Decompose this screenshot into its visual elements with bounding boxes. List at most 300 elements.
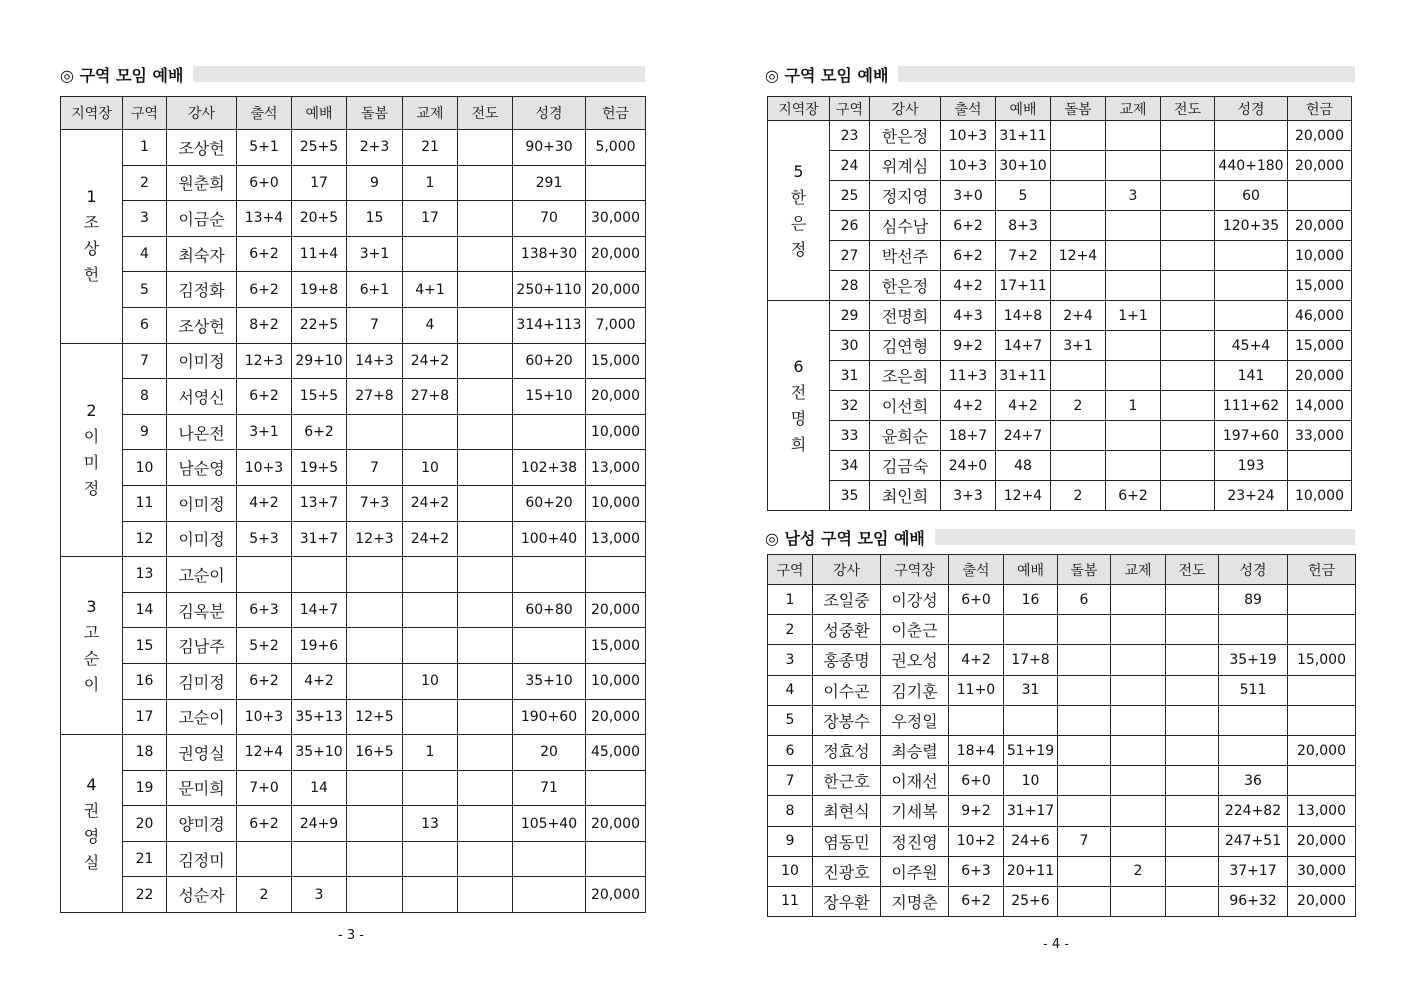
table-cell: 22+5 <box>292 307 347 343</box>
right-meeting-table <box>767 96 1352 511</box>
table-cell <box>1288 705 1356 735</box>
table-cell: 1 <box>123 130 167 166</box>
column-header: 성경 <box>1219 555 1288 585</box>
table-cell: 70 <box>513 201 586 237</box>
table-cell: 17 <box>403 201 458 237</box>
table-cell: 4+2 <box>941 271 996 301</box>
name-cell: 김기훈 <box>881 675 949 705</box>
table-cell: 4 <box>123 236 167 272</box>
table-cell <box>1051 361 1106 391</box>
table-cell: 6+2 <box>292 414 347 450</box>
teacher-cell: 이금순 <box>167 201 237 237</box>
table-cell: 7+2 <box>996 241 1051 271</box>
table-cell: 96+32 <box>1219 886 1288 916</box>
table-cell: 15,000 <box>586 628 646 664</box>
column-header: 예배 <box>1004 555 1058 585</box>
teacher-cell: 조은희 <box>870 361 941 391</box>
table-cell <box>586 165 646 201</box>
table-cell <box>1058 766 1111 796</box>
table-cell: 20,000 <box>1288 151 1352 181</box>
table-cell: 10,000 <box>586 414 646 450</box>
table-cell <box>1058 735 1111 765</box>
table-cell: 20,000 <box>586 806 646 842</box>
teacher-cell: 조상헌 <box>167 130 237 166</box>
table-cell: 5+1 <box>237 130 292 166</box>
table-cell: 2 <box>1051 481 1106 511</box>
name-cell: 기세복 <box>881 796 949 826</box>
table-cell: 10+3 <box>941 121 996 151</box>
table-cell <box>458 272 513 308</box>
table-cell: 1 <box>768 585 813 615</box>
table-cell <box>403 841 458 877</box>
table-cell: 100+40 <box>513 521 586 557</box>
table-cell: 314+113 <box>513 307 586 343</box>
right-section-title: ◎ 구역 모임 예배 <box>765 64 1355 84</box>
table-cell: 5 <box>768 705 813 735</box>
table-cell: 6+0 <box>949 766 1004 796</box>
table-cell <box>1111 615 1166 645</box>
table-cell: 21 <box>403 130 458 166</box>
teacher-cell: 김미정 <box>167 663 237 699</box>
table-cell <box>1058 796 1111 826</box>
teacher-cell: 성순자 <box>167 877 237 913</box>
column-header: 돌봄 <box>1051 97 1106 121</box>
table-cell: 31 <box>1004 675 1058 705</box>
table-cell: 6+2 <box>941 241 996 271</box>
title-bar <box>193 66 645 82</box>
teacher-cell: 이미정 <box>167 521 237 557</box>
table-cell: 15,000 <box>1288 645 1356 675</box>
table-cell: 12 <box>123 521 167 557</box>
table-row <box>768 361 1352 391</box>
table-cell: 440+180 <box>1215 151 1288 181</box>
table-row <box>61 201 646 237</box>
table-cell <box>458 201 513 237</box>
table-cell: 15 <box>347 201 403 237</box>
table-row <box>768 271 1352 301</box>
column-header: 헌금 <box>586 97 646 130</box>
table-cell <box>1111 585 1166 615</box>
table-cell <box>1161 151 1215 181</box>
table-cell <box>513 414 586 450</box>
table-cell <box>458 236 513 272</box>
table-cell: 141 <box>1215 361 1288 391</box>
table-cell <box>292 557 347 593</box>
table-row <box>768 675 1356 705</box>
name-cell: 최현식 <box>813 796 881 826</box>
table-cell: 20,000 <box>586 272 646 308</box>
table-cell: 13,000 <box>1288 796 1356 826</box>
table-cell: 6 <box>1058 585 1111 615</box>
table-cell <box>1288 585 1356 615</box>
table-cell: 9 <box>123 414 167 450</box>
table-cell: 15,000 <box>1288 271 1352 301</box>
table-cell: 3+0 <box>941 181 996 211</box>
teacher-cell: 박선주 <box>870 241 941 271</box>
table-cell <box>1004 615 1058 645</box>
table-cell <box>458 485 513 521</box>
table-cell: 3 <box>123 201 167 237</box>
table-cell: 90+30 <box>513 130 586 166</box>
teacher-cell: 권영실 <box>167 735 237 771</box>
table-cell: 7 <box>347 450 403 486</box>
table-cell: 2 <box>123 165 167 201</box>
teacher-cell: 김금숙 <box>870 451 941 481</box>
page-number-4: - 4 - <box>1043 937 1069 952</box>
table-row <box>768 796 1356 826</box>
table-cell: 3 <box>1106 181 1161 211</box>
column-header: 교제 <box>1106 97 1161 121</box>
table-row <box>768 301 1352 331</box>
column-header: 강사 <box>813 555 881 585</box>
table-cell: 11+0 <box>949 675 1004 705</box>
table-cell <box>237 841 292 877</box>
table-cell <box>347 806 403 842</box>
table-cell <box>1111 886 1166 916</box>
column-header: 구역장 <box>881 555 949 585</box>
table-cell: 25+6 <box>1004 886 1058 916</box>
table-cell: 33 <box>830 421 870 451</box>
table-row <box>768 331 1352 361</box>
table-cell: 3+1 <box>347 236 403 272</box>
table-cell <box>458 557 513 593</box>
table-cell: 31+17 <box>1004 796 1058 826</box>
table-cell: 31+11 <box>996 361 1051 391</box>
table-cell <box>458 307 513 343</box>
table-cell: 24+0 <box>941 451 996 481</box>
table-cell <box>1051 271 1106 301</box>
table-cell: 14,000 <box>1288 391 1352 421</box>
table-cell <box>1219 615 1288 645</box>
table-cell: 20 <box>513 735 586 771</box>
column-header: 출석 <box>941 97 996 121</box>
table-cell: 29+10 <box>292 343 347 379</box>
table-cell: 16 <box>1004 585 1058 615</box>
table-row <box>61 770 646 806</box>
name-cell: 정진영 <box>881 826 949 856</box>
table-header-row <box>768 555 1356 585</box>
column-header: 전도 <box>458 97 513 130</box>
table-cell: 2+3 <box>347 130 403 166</box>
name-cell: 장우환 <box>813 886 881 916</box>
name-cell: 조일중 <box>813 585 881 615</box>
table-cell <box>1111 735 1166 765</box>
table-cell <box>1106 421 1161 451</box>
table-cell <box>949 615 1004 645</box>
table-cell: 19+6 <box>292 628 347 664</box>
table-cell: 29 <box>830 301 870 331</box>
table-cell: 4+2 <box>949 645 1004 675</box>
table-cell: 10 <box>403 663 458 699</box>
table-cell: 4 <box>768 675 813 705</box>
table-cell: 20,000 <box>1288 886 1356 916</box>
table-cell: 35+13 <box>292 699 347 735</box>
table-cell <box>1166 826 1219 856</box>
table-cell: 1 <box>403 165 458 201</box>
name-cell: 이춘근 <box>881 615 949 645</box>
table-cell: 15 <box>123 628 167 664</box>
table-row <box>61 628 646 664</box>
table-row <box>768 421 1352 451</box>
table-cell: 14+7 <box>292 592 347 628</box>
table-row <box>61 343 646 379</box>
name-cell: 권오성 <box>881 645 949 675</box>
table-cell <box>1051 121 1106 151</box>
table-cell: 13,000 <box>586 521 646 557</box>
column-header: 교제 <box>1111 555 1166 585</box>
table-row <box>768 181 1352 211</box>
name-cell: 이수곤 <box>813 675 881 705</box>
table-cell: 20,000 <box>1288 735 1356 765</box>
name-cell: 우정일 <box>881 705 949 735</box>
table-cell <box>1166 796 1219 826</box>
table-cell: 22 <box>123 877 167 913</box>
table-cell: 35+10 <box>292 735 347 771</box>
table-cell: 7 <box>347 307 403 343</box>
table-cell <box>1106 361 1161 391</box>
table-cell: 18 <box>123 735 167 771</box>
table-cell: 9+2 <box>949 796 1004 826</box>
table-cell: 2 <box>1111 856 1166 886</box>
table-cell: 12+4 <box>237 735 292 771</box>
table-cell: 6+2 <box>1106 481 1161 511</box>
teacher-cell: 정지영 <box>870 181 941 211</box>
table-row <box>61 307 646 343</box>
table-cell <box>1106 271 1161 301</box>
table-cell <box>347 592 403 628</box>
table-cell: 19+5 <box>292 450 347 486</box>
table-cell: 13 <box>123 557 167 593</box>
table-cell: 11+4 <box>292 236 347 272</box>
column-header: 예배 <box>292 97 347 130</box>
table-cell: 7,000 <box>586 307 646 343</box>
table-cell: 26 <box>830 211 870 241</box>
table-cell: 14+3 <box>347 343 403 379</box>
table-cell: 511 <box>1219 675 1288 705</box>
teacher-cell: 조상헌 <box>167 307 237 343</box>
table-cell <box>458 130 513 166</box>
table-cell: 3 <box>292 877 347 913</box>
table-cell: 60+80 <box>513 592 586 628</box>
table-cell: 4+1 <box>403 272 458 308</box>
table-cell <box>1111 675 1166 705</box>
table-cell <box>1166 705 1219 735</box>
table-cell: 7 <box>1058 826 1111 856</box>
table-cell: 32 <box>830 391 870 421</box>
table-cell <box>1004 705 1058 735</box>
table-row <box>768 585 1356 615</box>
table-row <box>61 557 646 593</box>
table-cell: 1 <box>1106 391 1161 421</box>
table-cell <box>1111 645 1166 675</box>
table-cell: 13+7 <box>292 485 347 521</box>
table-cell: 20,000 <box>1288 211 1352 241</box>
teacher-cell: 문미희 <box>167 770 237 806</box>
table-cell: 5 <box>123 272 167 308</box>
table-cell: 60+20 <box>513 485 586 521</box>
table-cell: 2 <box>1051 391 1106 421</box>
teacher-cell: 김정화 <box>167 272 237 308</box>
district-leader-cell: 2 이 미 정 <box>61 343 123 557</box>
table-cell <box>1106 451 1161 481</box>
table-cell <box>1111 826 1166 856</box>
table-cell: 12+4 <box>1051 241 1106 271</box>
teacher-cell: 김연형 <box>870 331 941 361</box>
table-cell: 6+1 <box>347 272 403 308</box>
table-cell: 27+8 <box>403 379 458 415</box>
table-row <box>768 615 1356 645</box>
table-cell: 190+60 <box>513 699 586 735</box>
table-row <box>61 485 646 521</box>
name-cell: 염동민 <box>813 826 881 856</box>
table-cell <box>1111 796 1166 826</box>
table-cell: 20+5 <box>292 201 347 237</box>
table-cell <box>1161 301 1215 331</box>
table-cell: 4+2 <box>292 663 347 699</box>
table-cell: 10+2 <box>949 826 1004 856</box>
table-cell: 17 <box>123 699 167 735</box>
table-cell <box>1215 271 1288 301</box>
table-cell: 6+2 <box>237 236 292 272</box>
table-cell <box>1166 675 1219 705</box>
table-cell: 45,000 <box>586 735 646 771</box>
table-cell <box>458 877 513 913</box>
table-cell <box>949 705 1004 735</box>
table-cell <box>458 343 513 379</box>
table-cell: 21 <box>123 841 167 877</box>
table-row <box>61 272 646 308</box>
table-cell <box>1051 181 1106 211</box>
table-cell: 24 <box>830 151 870 181</box>
table-cell <box>1219 705 1288 735</box>
table-cell: 12+3 <box>347 521 403 557</box>
teacher-cell: 남순영 <box>167 450 237 486</box>
table-row <box>768 121 1352 151</box>
table-cell: 12+3 <box>237 343 292 379</box>
table-cell: 24+7 <box>996 421 1051 451</box>
table-cell: 2+4 <box>1051 301 1106 331</box>
column-header: 돌봄 <box>1058 555 1111 585</box>
table-cell: 10,000 <box>586 485 646 521</box>
table-cell <box>1058 615 1111 645</box>
table-row <box>768 826 1356 856</box>
column-header: 성경 <box>1215 97 1288 121</box>
table-cell: 9 <box>768 826 813 856</box>
table-row <box>768 645 1356 675</box>
table-cell: 20,000 <box>586 877 646 913</box>
table-row <box>61 236 646 272</box>
left-section-title: ◎ 구역 모임 예배 <box>60 64 645 84</box>
table-cell: 20+11 <box>1004 856 1058 886</box>
column-header: 구역 <box>768 555 813 585</box>
teacher-cell: 위계심 <box>870 151 941 181</box>
table-cell: 6 <box>768 735 813 765</box>
column-header: 출석 <box>237 97 292 130</box>
table-cell <box>586 557 646 593</box>
table-cell: 36 <box>1219 766 1288 796</box>
table-cell <box>403 628 458 664</box>
table-cell: 6+3 <box>949 856 1004 886</box>
table-row <box>768 705 1356 735</box>
table-cell: 197+60 <box>1215 421 1288 451</box>
teacher-cell: 전명희 <box>870 301 941 331</box>
table-cell: 20,000 <box>586 236 646 272</box>
table-cell: 51+19 <box>1004 735 1058 765</box>
table-cell <box>1161 451 1215 481</box>
table-cell: 23 <box>830 121 870 151</box>
table-cell: 1+1 <box>1106 301 1161 331</box>
table-row <box>61 379 646 415</box>
table-cell <box>1106 211 1161 241</box>
table-cell <box>403 557 458 593</box>
column-header: 헌금 <box>1288 555 1356 585</box>
table-cell: 20,000 <box>1288 121 1352 151</box>
table-cell <box>513 557 586 593</box>
column-header: 예배 <box>996 97 1051 121</box>
table-cell: 4+2 <box>941 391 996 421</box>
table-cell: 7 <box>768 766 813 796</box>
table-cell <box>403 236 458 272</box>
table-cell: 7+0 <box>237 770 292 806</box>
table-cell <box>513 877 586 913</box>
table-cell: 24+6 <box>1004 826 1058 856</box>
table-cell: 28 <box>830 271 870 301</box>
table-cell: 247+51 <box>1219 826 1288 856</box>
table-cell: 12+4 <box>996 481 1051 511</box>
table-cell: 23+24 <box>1215 481 1288 511</box>
table-cell: 105+40 <box>513 806 586 842</box>
column-header: 출석 <box>949 555 1004 585</box>
table-cell: 5,000 <box>586 130 646 166</box>
table-cell: 8 <box>123 379 167 415</box>
table-header-row <box>61 97 646 130</box>
table-cell: 6+3 <box>237 592 292 628</box>
table-cell: 6+2 <box>941 211 996 241</box>
table-cell: 18+7 <box>941 421 996 451</box>
table-cell <box>1166 645 1219 675</box>
table-cell <box>1166 856 1219 886</box>
table-cell: 60 <box>1215 181 1288 211</box>
table-cell <box>1166 766 1219 796</box>
table-cell: 6+2 <box>237 379 292 415</box>
table-cell <box>458 414 513 450</box>
table-cell <box>1051 151 1106 181</box>
column-header: 구역 <box>123 97 167 130</box>
table-cell: 6+0 <box>949 585 1004 615</box>
table-cell <box>1166 735 1219 765</box>
teacher-cell: 이선희 <box>870 391 941 421</box>
table-cell <box>347 557 403 593</box>
table-cell: 4+3 <box>941 301 996 331</box>
table-cell <box>458 592 513 628</box>
table-cell: 48 <box>996 451 1051 481</box>
table-cell <box>513 841 586 877</box>
table-cell: 11+3 <box>941 361 996 391</box>
table-row <box>61 735 646 771</box>
table-cell: 34 <box>830 451 870 481</box>
table-header-row <box>768 97 1352 121</box>
table-cell <box>586 841 646 877</box>
column-header: 돌봄 <box>347 97 403 130</box>
title-bar <box>898 66 1355 82</box>
table-cell <box>1161 421 1215 451</box>
table-cell <box>458 663 513 699</box>
table-cell: 14+7 <box>996 331 1051 361</box>
table-cell: 30+10 <box>996 151 1051 181</box>
table-cell <box>1111 766 1166 796</box>
table-cell: 10 <box>768 856 813 886</box>
table-cell <box>458 735 513 771</box>
